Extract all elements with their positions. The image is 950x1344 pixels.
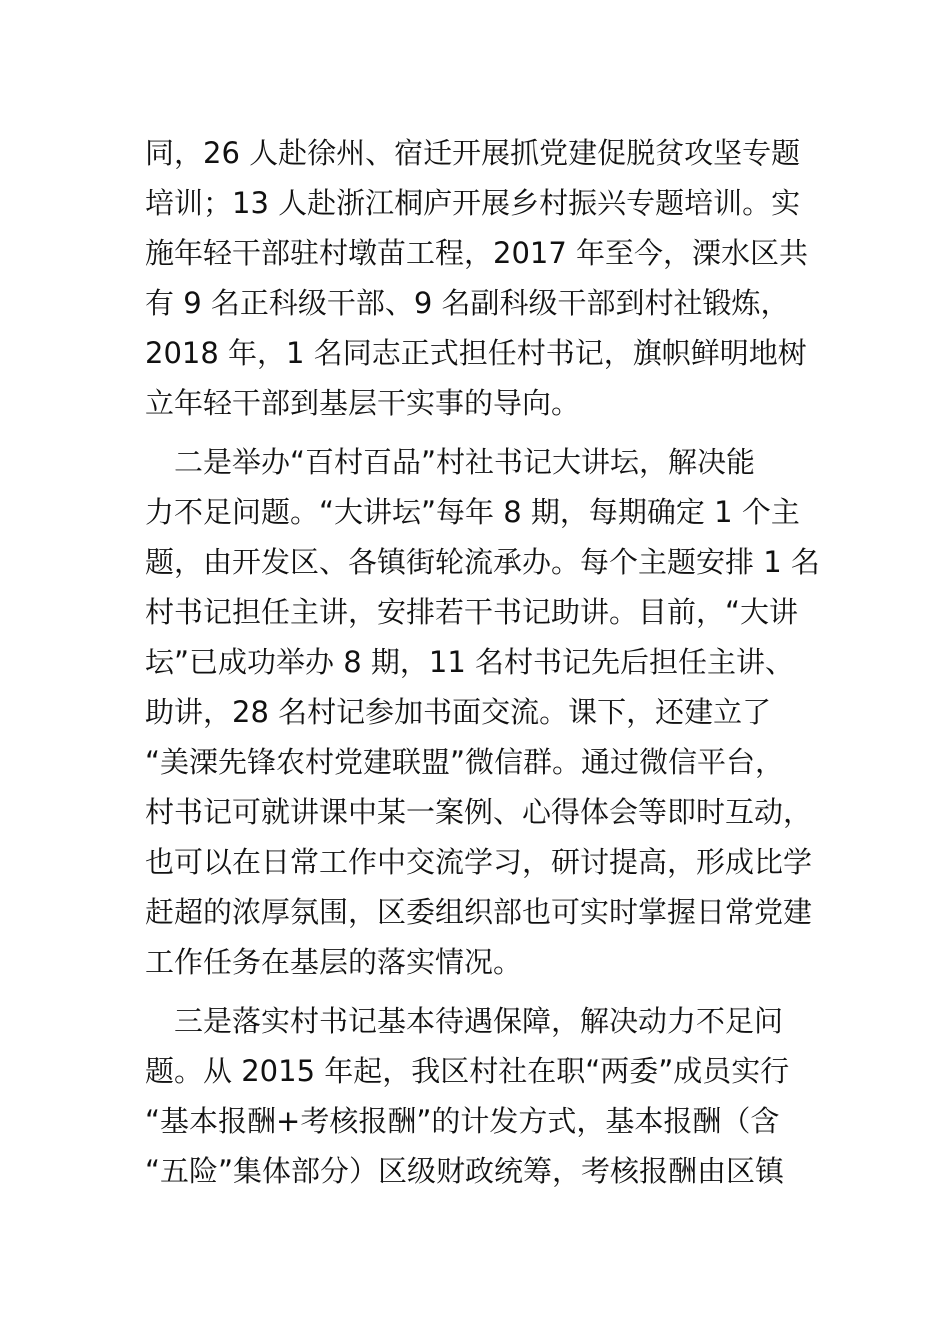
text-line: “五险”集体部分）区级财政统筹，考核报酬由区镇 <box>145 1154 785 1188</box>
text-line: 力不足问题。“大讲坛”每年 8 期，每期确定 1 个主 <box>145 495 800 529</box>
text-line: 工作任务在基层的落实情况。 <box>145 945 523 979</box>
paragraph-spacer <box>145 428 815 437</box>
text-line: “美溧先锋农村党建联盟”微信群。通过微信平台， <box>145 745 785 779</box>
text-line: 有 9 名正科级干部、9 名副科级干部到村社锻炼， <box>145 286 790 320</box>
text-line: 立年轻干部到基层干实事的导向。 <box>145 386 581 420</box>
body-text <box>145 128 820 1196</box>
text-line: 二是举办“百村百品”村社书记大讲坛，解决能 <box>145 445 756 479</box>
text-line: 题。从 2015 年起，我区村社在职“两委”成员实行 <box>145 1054 790 1088</box>
text-line: 同，26 人赴徐州、宿迁开展抓党建促脱贫攻坚专题 <box>145 136 801 170</box>
text-line: 助讲，28 名村记参加书面交流。课下，还建立了 <box>145 695 772 729</box>
text-line: 培训；13 人赴浙江桐庐开展乡村振兴专题培训。实 <box>145 186 801 220</box>
text-line: 题，由开发区、各镇街轮流承办。每个主题安排 1 名 <box>145 545 820 579</box>
text-line: 村书记可就讲课中某一案例、心得体会等即时互动， <box>145 795 813 829</box>
text-line: 村书记担任主讲，安排若干书记助讲。目前，“大讲 <box>145 595 799 629</box>
text-line: 三是落实村书记基本待遇保障，解决动力不足问 <box>145 1004 784 1038</box>
text-line: 2018 年，1 名同志正式担任村书记，旗帜鲜明地树 <box>145 336 807 370</box>
text-line: 赶超的浓厚氛围，区委组织部也可实时掌握日常党建 <box>145 895 813 929</box>
paragraph-2 <box>145 437 820 987</box>
text-line: “基本报酬+考核报酬”的计发方式，基本报酬（含 <box>145 1104 780 1138</box>
paragraph-1 <box>145 128 815 428</box>
paragraph-spacer <box>145 987 815 996</box>
paragraph-3 <box>145 996 815 1196</box>
text-line: 坛”已成功举办 8 期，11 名村书记先后担任主讲、 <box>145 645 795 679</box>
text-line: 施年轻干部驻村墩苗工程，2017 年至今，溧水区共 <box>145 236 809 270</box>
text-line: 也可以在日常工作中交流学习，研讨提高，形成比学 <box>145 845 813 879</box>
